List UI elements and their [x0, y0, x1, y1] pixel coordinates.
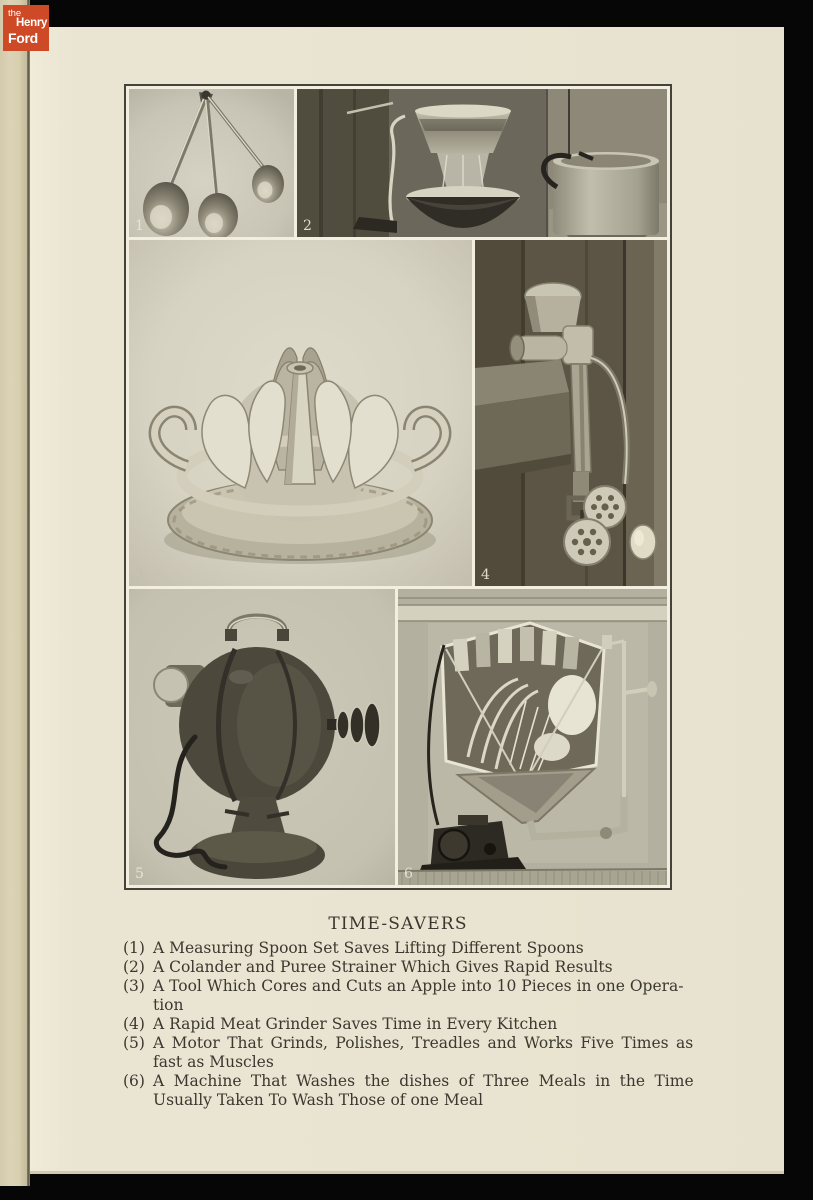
photo-number: 2	[303, 218, 313, 234]
photo-measuring-spoons	[129, 89, 294, 237]
caption-line: A Colander and Puree Strainer Which Gives Rapid Results	[153, 958, 613, 976]
photo-electric-motor	[129, 589, 395, 885]
photo-6-image	[398, 589, 667, 885]
caption-item-number: (3)	[123, 977, 145, 995]
photo-number: 1	[135, 218, 145, 234]
photo-5-image	[129, 589, 395, 885]
caption-line: A Motor That Grinds, Polishes, Treadles and Works Five Times as	[153, 1034, 694, 1052]
henry-ford-logo[interactable]	[3, 5, 49, 51]
photo-2-image	[297, 89, 667, 237]
photo-1-image	[129, 89, 294, 237]
caption-item-number: (1)	[123, 939, 145, 957]
caption-line: A Tool Which Cores and Cuts an Apple into 10 Pieces in one Opera-	[153, 977, 684, 995]
photo-colander-strainer	[297, 89, 667, 237]
caption-line: A Rapid Meat Grinder Saves Time in Every Kitchen	[153, 1015, 558, 1033]
photo-number: 3	[135, 567, 145, 583]
logo-text-ford: Ford	[8, 30, 38, 46]
caption-item	[123, 1072, 708, 1110]
photo-number: 4	[481, 567, 491, 583]
caption-line: A Measuring Spoon Set Saves Lifting Different Spoons	[153, 939, 584, 957]
photo-dishwashing-machine	[398, 589, 667, 885]
caption-item	[123, 939, 708, 958]
caption-item-number: (5)	[123, 1034, 145, 1052]
photo-number: 5	[135, 866, 145, 882]
photo-3-image	[129, 240, 472, 586]
book-page-edge	[0, 0, 27, 1186]
caption-item	[123, 1015, 708, 1034]
caption-line: A Machine That Washes the dishes of Three Meals in the Time	[153, 1072, 694, 1090]
caption-list	[123, 939, 708, 1110]
caption-item	[123, 1034, 708, 1072]
logo-text-the: the	[8, 8, 22, 19]
caption-item-number: (4)	[123, 1015, 145, 1033]
caption-line: fast as Muscles	[153, 1053, 274, 1071]
caption-title: TIME-SAVERS	[328, 914, 468, 934]
photo-number: 6	[404, 866, 414, 882]
caption-item	[123, 958, 708, 977]
caption-item-number: (2)	[123, 958, 145, 976]
photo-apple-corer	[129, 240, 472, 586]
photo-meat-grinder	[475, 240, 667, 586]
caption-item	[123, 977, 708, 1015]
photo-4-image	[475, 240, 667, 586]
logo-text-henry: Henry	[16, 17, 48, 29]
caption-line: tion	[153, 996, 184, 1014]
caption-line: Usually Taken To Wash Those of one Meal	[153, 1091, 484, 1109]
photo-montage	[124, 84, 672, 890]
caption-item-number: (6)	[123, 1072, 145, 1090]
scan-page	[30, 27, 784, 1174]
